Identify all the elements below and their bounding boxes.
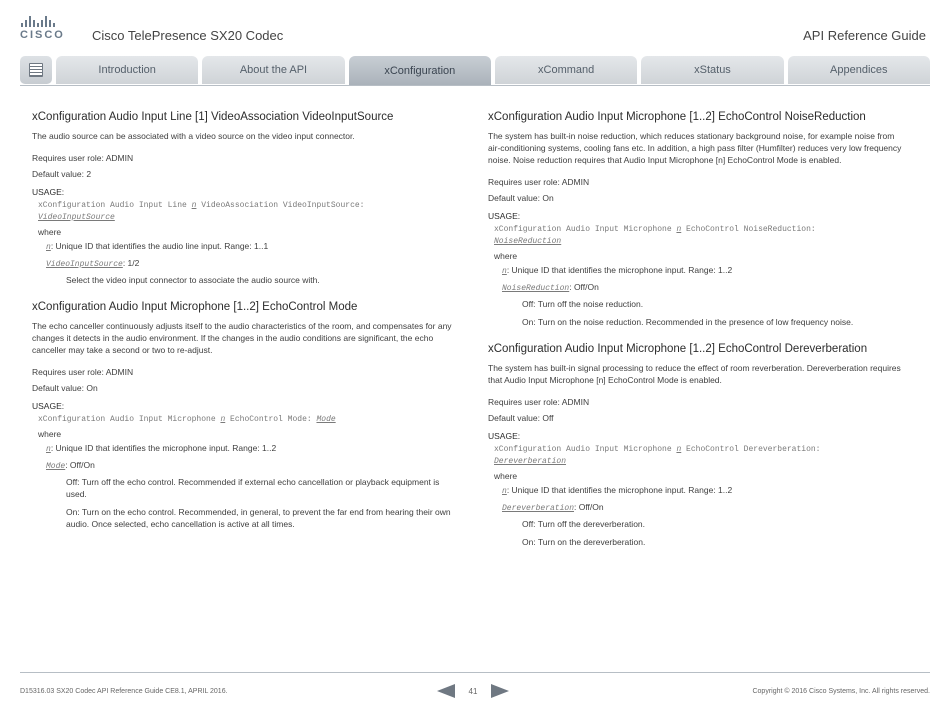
- default-value: Default value: Off: [488, 413, 554, 423]
- where-label: where: [38, 227, 62, 237]
- config-section: [32, 110, 452, 286]
- toc-button[interactable]: [20, 56, 52, 84]
- config-section: [488, 110, 908, 328]
- user-role: Requires user role: ADMIN: [32, 367, 134, 377]
- cisco-logo: [20, 16, 64, 44]
- value-description: Select the video input connector to associate the audio source with.: [66, 275, 320, 285]
- section-description: The audio source can be associated with a video source on the video input connector.: [32, 131, 355, 141]
- value-description: On: Turn on the dereverberation.: [522, 537, 646, 547]
- user-role: Requires user role: ADMIN: [32, 153, 134, 163]
- default-value: Default value: 2: [32, 169, 92, 179]
- param-n: n: Unique ID that identifies the microphone input. Range: 1..2: [502, 265, 733, 276]
- where-label: where: [494, 471, 518, 481]
- tab-xcommand[interactable]: xCommand: [495, 56, 637, 84]
- section-description: The system has built-in signal processing to reduce the effect of room reverberation. Dereverberation requires that Audio Input Microphone [n] EchoControl Mode is enabled.: [488, 363, 901, 385]
- page-header: [0, 0, 950, 52]
- next-page-icon[interactable]: [491, 684, 509, 698]
- param-n: n: Unique ID that identifies the audio line input. Range: 1..1: [46, 241, 269, 252]
- value-description: On: Turn on the noise reduction. Recommended in the presence of low frequency noise.: [522, 317, 854, 327]
- cisco-logo-word: CISCO: [20, 29, 65, 41]
- copyright: Copyright © 2016 Cisco Systems, Inc. All rights reserved.: [752, 688, 930, 695]
- where-label: where: [38, 429, 62, 439]
- value-description: Off: Turn off the noise reduction.: [522, 299, 644, 309]
- user-role: Requires user role: ADMIN: [488, 397, 590, 407]
- default-value: Default value: On: [488, 193, 554, 203]
- value-description: Off: Turn off the dereverberation.: [522, 519, 646, 529]
- param-value: NoiseReduction: Off/On: [502, 282, 599, 293]
- nav-tabs: [20, 56, 930, 86]
- previous-page-icon[interactable]: [437, 684, 455, 698]
- left-column: [32, 110, 452, 544]
- value-description: On: Turn on the echo control. Recommended, in general, to prevent the far end from hearing their own audio. Once selected, echo cancellation is active at all times.: [66, 507, 451, 529]
- section-description: The system has built-in noise reduction, which reduces stationary background noise, for example noise from air-conditioning systems, cooling fans etc. In addition, a high pass filter (Humfilter) reduces very low frequency noise. Noise reduction requires that Audio Input Microphone [n] EchoControl Mode is enabled.: [488, 131, 902, 165]
- param-value: Mode: Off/On: [46, 460, 95, 471]
- footer-divider: [20, 672, 930, 673]
- guide-title: API Reference Guide: [803, 28, 926, 43]
- tab-divider: [20, 85, 930, 86]
- section-title: xConfiguration Audio Input Microphone [1..2] EchoControl Mode: [32, 301, 358, 313]
- value-description: Off: Turn off the echo control. Recommended if external echo cancellation or playback equipment is used.: [66, 477, 440, 499]
- tab-about-the-api[interactable]: About the API: [202, 56, 344, 84]
- user-role: Requires user role: ADMIN: [488, 177, 590, 187]
- param-value: VideoInputSource: 1/2: [46, 258, 140, 269]
- config-section: [488, 342, 908, 548]
- config-section: [32, 300, 452, 530]
- param-value: Dereverberation: Off/On: [502, 502, 604, 513]
- usage-code: xConfiguration Audio Input Microphone n EchoControl Mode: Mode: [38, 415, 336, 424]
- table-of-contents-icon: [29, 63, 43, 77]
- section-title: xConfiguration Audio Input Line [1] VideoAssociation VideoInputSource: [32, 111, 394, 123]
- pager: [437, 684, 509, 698]
- default-value: Default value: On: [32, 383, 98, 393]
- usage-label: USAGE:: [32, 187, 65, 197]
- usage-label: USAGE:: [488, 431, 521, 441]
- usage-code: xConfiguration Audio Input Microphone n EchoControl Dereverberation: Dereverberation: [494, 445, 821, 466]
- tab-appendices[interactable]: Appendices: [788, 56, 930, 84]
- usage-code: xConfiguration Audio Input Line n VideoAssociation VideoInputSource: VideoInputSource: [38, 201, 365, 222]
- param-n: n: Unique ID that identifies the microphone input. Range: 1..2: [502, 485, 733, 496]
- section-title: xConfiguration Audio Input Microphone [1..2] EchoControl NoiseReduction: [488, 111, 866, 123]
- param-n: n: Unique ID that identifies the microphone input. Range: 1..2: [46, 443, 277, 454]
- product-title: Cisco TelePresence SX20 Codec: [92, 28, 284, 43]
- tab-introduction[interactable]: Introduction: [56, 56, 198, 84]
- tab-xconfiguration[interactable]: xConfiguration: [349, 56, 491, 86]
- section-title: xConfiguration Audio Input Microphone [1..2] EchoControl Dereverberation: [488, 343, 868, 355]
- page-number: 41: [468, 686, 478, 696]
- document-id: D15316.03 SX20 Codec API Reference Guide CE8.1, APRIL 2016.: [20, 688, 228, 695]
- tab-xstatus[interactable]: xStatus: [641, 56, 783, 84]
- usage-label: USAGE:: [32, 401, 65, 411]
- section-description: The echo canceller continuously adjusts itself to the audio characteristics of the room, and compensates for any changes it detects in the audio environment. If the changes in the audio conditions are significant, the echo canceller may take a second or two to re-adjust.: [32, 321, 452, 355]
- cisco-logo-bars-icon: [20, 16, 64, 27]
- usage-label: USAGE:: [488, 211, 521, 221]
- where-label: where: [494, 251, 518, 261]
- usage-code: xConfiguration Audio Input Microphone n EchoControl NoiseReduction: NoiseReduction: [494, 225, 816, 246]
- right-column: [488, 110, 908, 562]
